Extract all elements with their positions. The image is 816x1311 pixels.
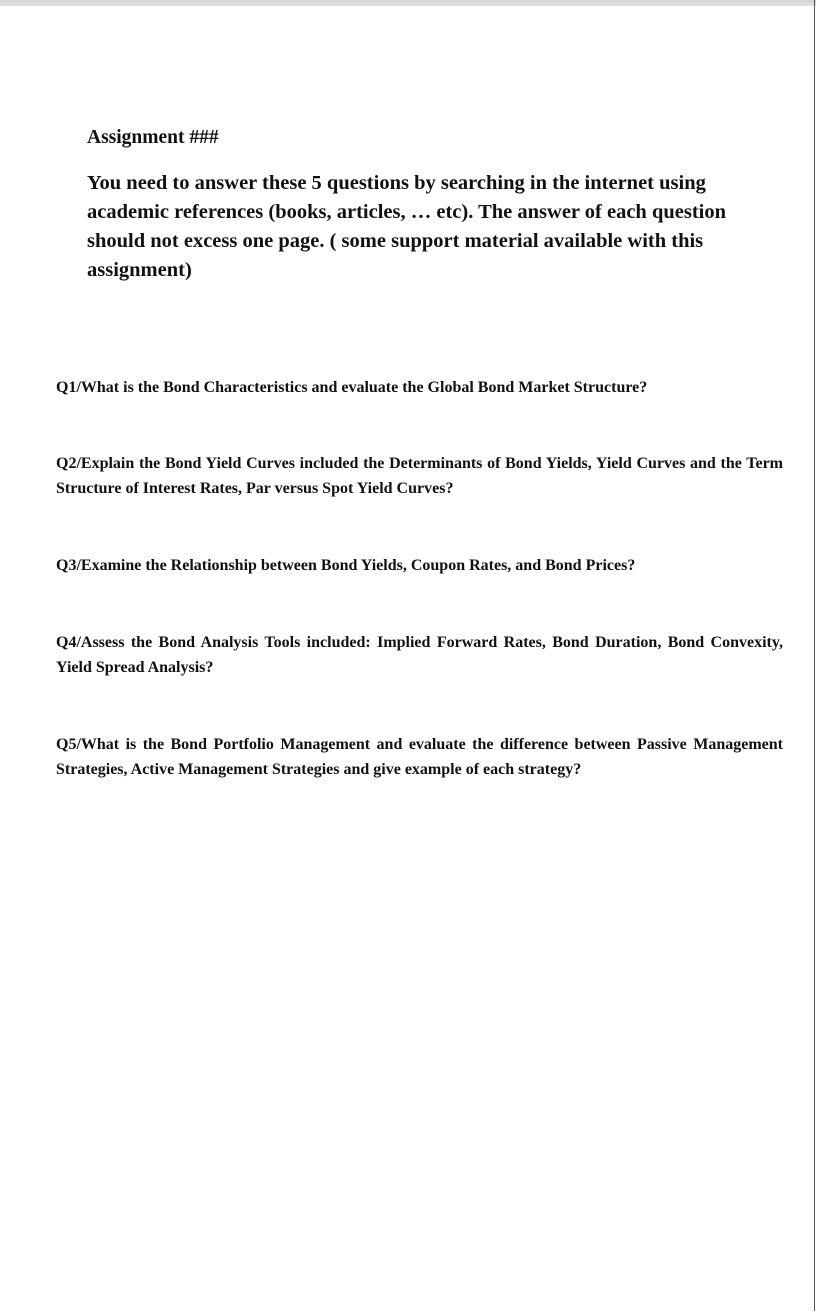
question-4: Q4/Assess the Bond Analysis Tools included: Implied Forward Rates, Bond Duration, Bond Convexity, Yield Spread Analysis? [56, 634, 783, 676]
top-bar [0, 0, 816, 6]
question-2: Q2/Explain the Bond Yield Curves included the Determinants of Bond Yields, Yield Curves and the Term Structure of Interest Rates, Par versus Spot Yield Curves? [56, 455, 783, 497]
assignment-instructions: You need to answer these 5 questions by searching in the internet using academic references (books, articles, … etc). The answer of each question should not excess one page. ( some support material available with this assignment) [87, 172, 726, 281]
question-3: Q3/Examine the Relationship between Bond Yields, Coupon Rates, and Bond Prices? [56, 557, 636, 574]
page-edge [814, 0, 815, 1311]
question-5: Q5/What is the Bond Portfolio Management and evaluate the difference between Passive Management Strategies, Active Management Strategies and give example of each strategy? [56, 736, 783, 778]
question-1: Q1/What is the Bond Characteristics and evaluate the Global Bond Market Structure? [56, 379, 648, 396]
assignment-title: Assignment ### [87, 127, 219, 148]
